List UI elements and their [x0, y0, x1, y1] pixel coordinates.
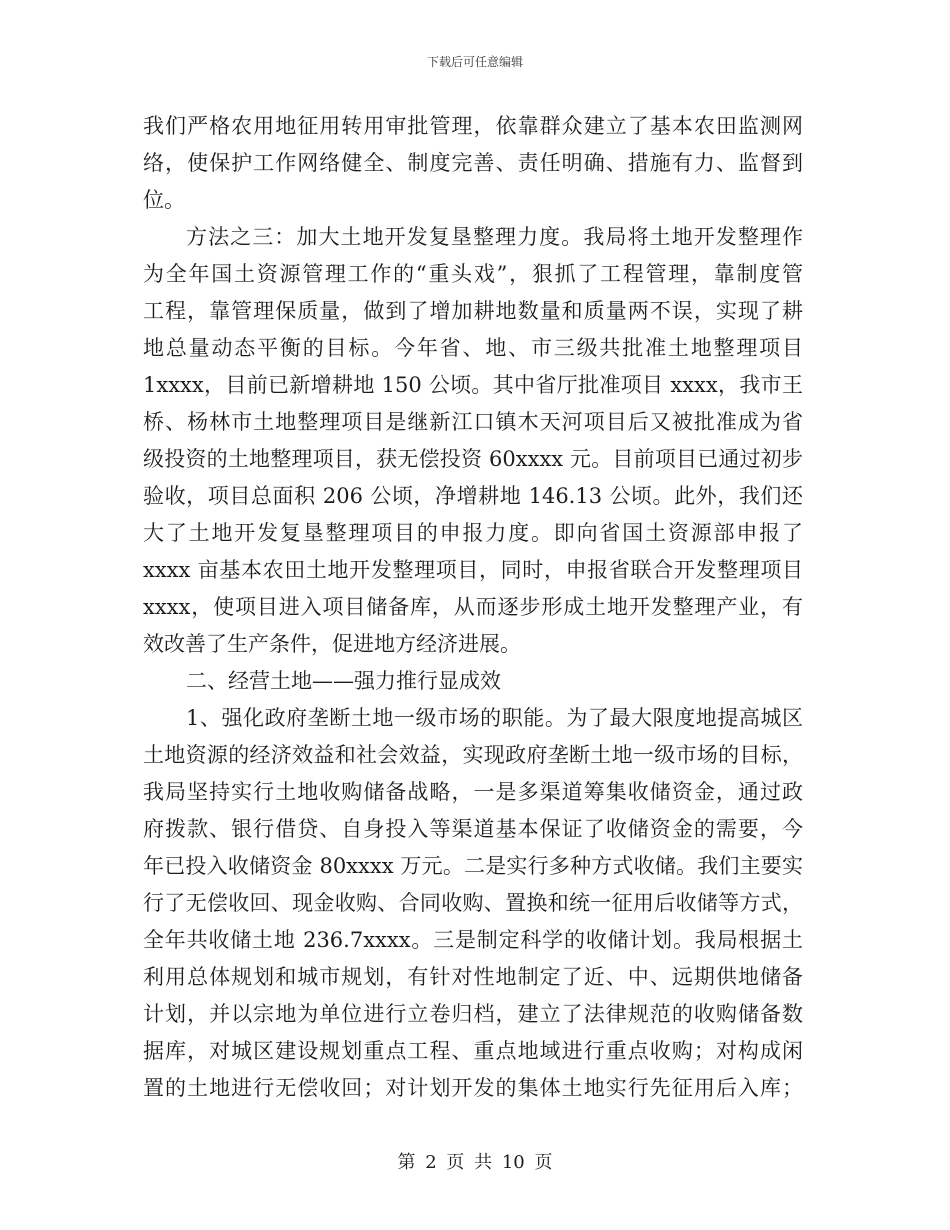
text-line: 级投资的土地整理项目，获无偿投资 60xxxx 元。目前项目已通过初步	[143, 447, 803, 471]
text-line: 土地资源的经济效益和社会效益，实现政府垄断土地一级市场的目标，	[143, 743, 803, 767]
text-line: 1、强化政府垄断土地一级市场的职能。为了最大限度地提高城区	[186, 706, 803, 730]
paragraph-method-three	[143, 219, 803, 663]
text-line: 1xxxx，目前已新增耕地 150 公顷。其中省厅批准项目 xxxx，我市王	[143, 373, 803, 397]
text-line: 地总量动态平衡的目标。今年省、地、市三级共批准土地整理项目	[143, 336, 803, 360]
text-line: 效改善了生产条件，促进地方经济进展。	[143, 632, 521, 656]
text-line: 计划，并以宗地为单位进行立卷归档，建立了法律规范的收购储备数	[143, 1002, 803, 1026]
text-line: 桥、杨林市土地整理项目是继新江口镇木天河项目后又被批准成为省	[143, 410, 803, 434]
text-line: 为全年国土资源管理工作的“重头戏”，狠抓了工程管理，靠制度管	[143, 262, 803, 286]
text-line: 大了土地开发复垦整理项目的申报力度。即向省国土资源部申报了	[143, 521, 803, 545]
paragraph-continuation	[143, 108, 803, 219]
text-line: 验收，项目总面积 206 公顷，净增耕地 146.13 公顷。此外，我们还	[143, 484, 803, 508]
text-line: 行了无偿收回、现金收购、合同收购、置换和统一征用后收储等方式，	[143, 891, 803, 915]
text-line: 我们严格农用地征用转用审批管理，依靠群众建立了基本农田监测网	[143, 114, 803, 138]
text-line: 据库，对城区建设规划重点工程、重点地域进行重点收购；对构成闲	[143, 1039, 803, 1063]
text-line: 工程，靠管理保质量，做到了增加耕地数量和质量两不误，实现了耕	[143, 299, 803, 323]
text-line: 方法之三：加大土地开发复垦整理力度。我局将土地开发整理作	[186, 225, 803, 249]
text-line: 全年共收储土地 236.7xxxx。三是制定科学的收储计划。我局根据土	[143, 928, 803, 952]
section-heading	[143, 663, 803, 700]
text-line: 位。	[143, 188, 185, 212]
text-line: xxxx，使项目进入项目储备库，从而逐步形成土地开发整理产业，有	[143, 595, 803, 619]
section-heading-text: 二、经营土地——强力推行显成效	[186, 669, 501, 693]
paragraph-land-monopoly	[143, 700, 803, 1107]
document-body	[143, 108, 803, 1107]
text-line: 府拨款、银行借贷、自身投入等渠道基本保证了收储资金的需要，今	[143, 817, 803, 841]
text-line: xxxx 亩基本农田土地开发整理项目，同时，申报省联合开发整理项目	[143, 558, 803, 582]
text-line: 络，使保护工作网络健全、制度完善、责任明确、措施有力、监督到	[143, 151, 803, 175]
text-line: 年已投入收储资金 80xxxx 万元。二是实行多种方式收储。我们主要实	[143, 854, 803, 878]
text-line: 我局坚持实行土地收购储备战略，一是多渠道筹集收储资金，通过政	[143, 780, 803, 804]
page-number-footer: 第 2 页 共 10 页	[397, 1152, 553, 1173]
header-note: 下载后可任意编辑	[426, 55, 523, 69]
text-line: 置的土地进行无偿收回；对计划开发的集体土地实行先征用后入库；	[143, 1076, 803, 1100]
text-line: 利用总体规划和城市规划，有针对性地制定了近、中、远期供地储备	[143, 965, 803, 989]
